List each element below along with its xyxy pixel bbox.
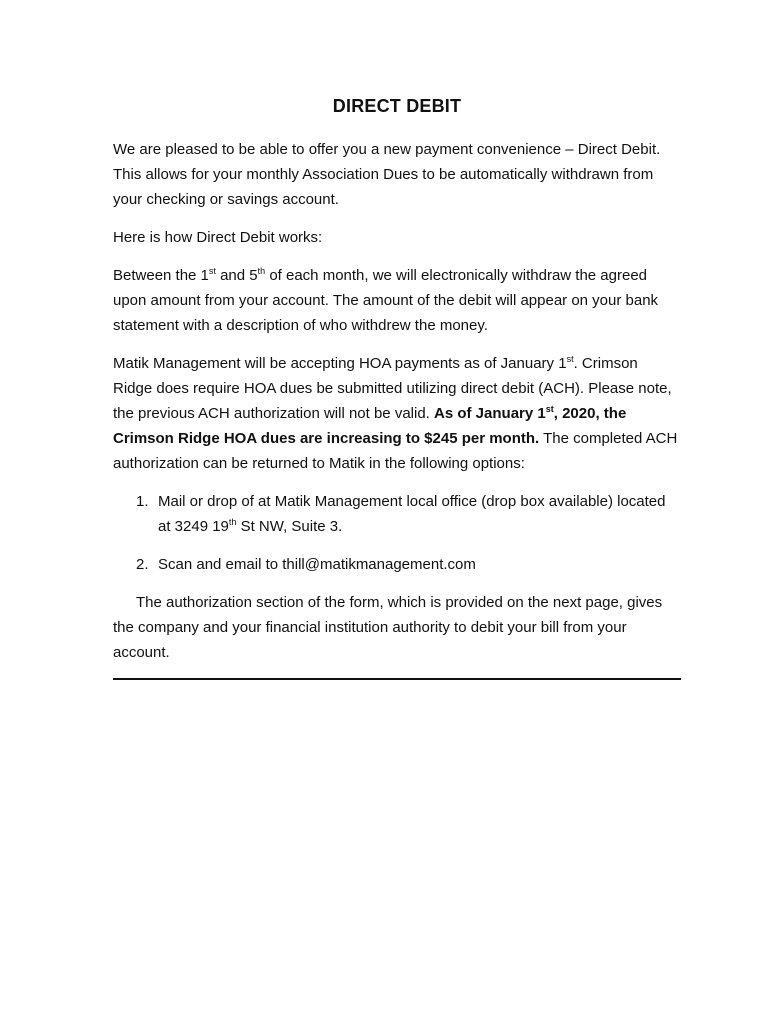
closing-paragraph: The authorization section of the form, which is provided on the next page, gives the company and your financial institution authority to debit your bill from your account. [113,594,663,661]
schedule-sup-1: st [208,266,216,276]
document-page [113,94,681,680]
list-item-text-2: St NW, Suite 3. [236,518,343,535]
intro-paragraph: We are pleased to be able to offer you a new payment convenience – Direct Debit. This allows for your monthly Association Dues to be automatically withdrawn from your checking or savings account. [113,141,661,208]
list-item-text-1: Mail or drop of at Matik Management local office (drop box available) located at 3249 19 [158,493,666,535]
matik-text-2: . Crimson Ridge does require HOA dues be submitted utilizing direct debit (ACH). Please note, the previous ACH authorization will not be valid. [113,355,672,422]
list-item [113,489,681,539]
matik-paragraph [113,351,681,476]
schedule-sup-2: th [257,266,266,276]
return-options-list [113,489,681,577]
list-item-number: 1. [136,493,149,510]
document-title: DIRECT DEBIT [332,96,462,116]
list-item-sup: th [228,517,237,527]
schedule-paragraph [113,263,681,338]
list-item [113,552,681,577]
horizontal-divider [113,678,681,680]
list-item-text-1: Scan and email to thill@matikmanagement.com [158,556,476,573]
matik-bold-2: , 2020, the Crimson Ridge HOA dues are increasing to $245 per month. [113,405,627,447]
matik-sup-1: st [566,354,574,364]
schedule-text-3: of each month, we will electronically withdraw the agreed upon amount from your account. The amount of the debit will appear on your bank statement with a description of who withdrew the money. [113,267,659,334]
how-it-works-paragraph: Here is how Direct Debit works: [113,229,323,246]
schedule-text-2: and 5 [215,267,258,284]
matik-text-1: Matik Management will be accepting HOA payments as of January 1 [113,355,567,372]
list-item-number: 2. [136,556,149,573]
matik-bold-sup: st [545,404,554,414]
schedule-text-1: Between the 1 [113,267,209,284]
matik-bold-1: As of January 1 [434,405,546,422]
matik-text-3: The completed ACH authorization can be returned to Matik in the following options: [113,430,678,472]
